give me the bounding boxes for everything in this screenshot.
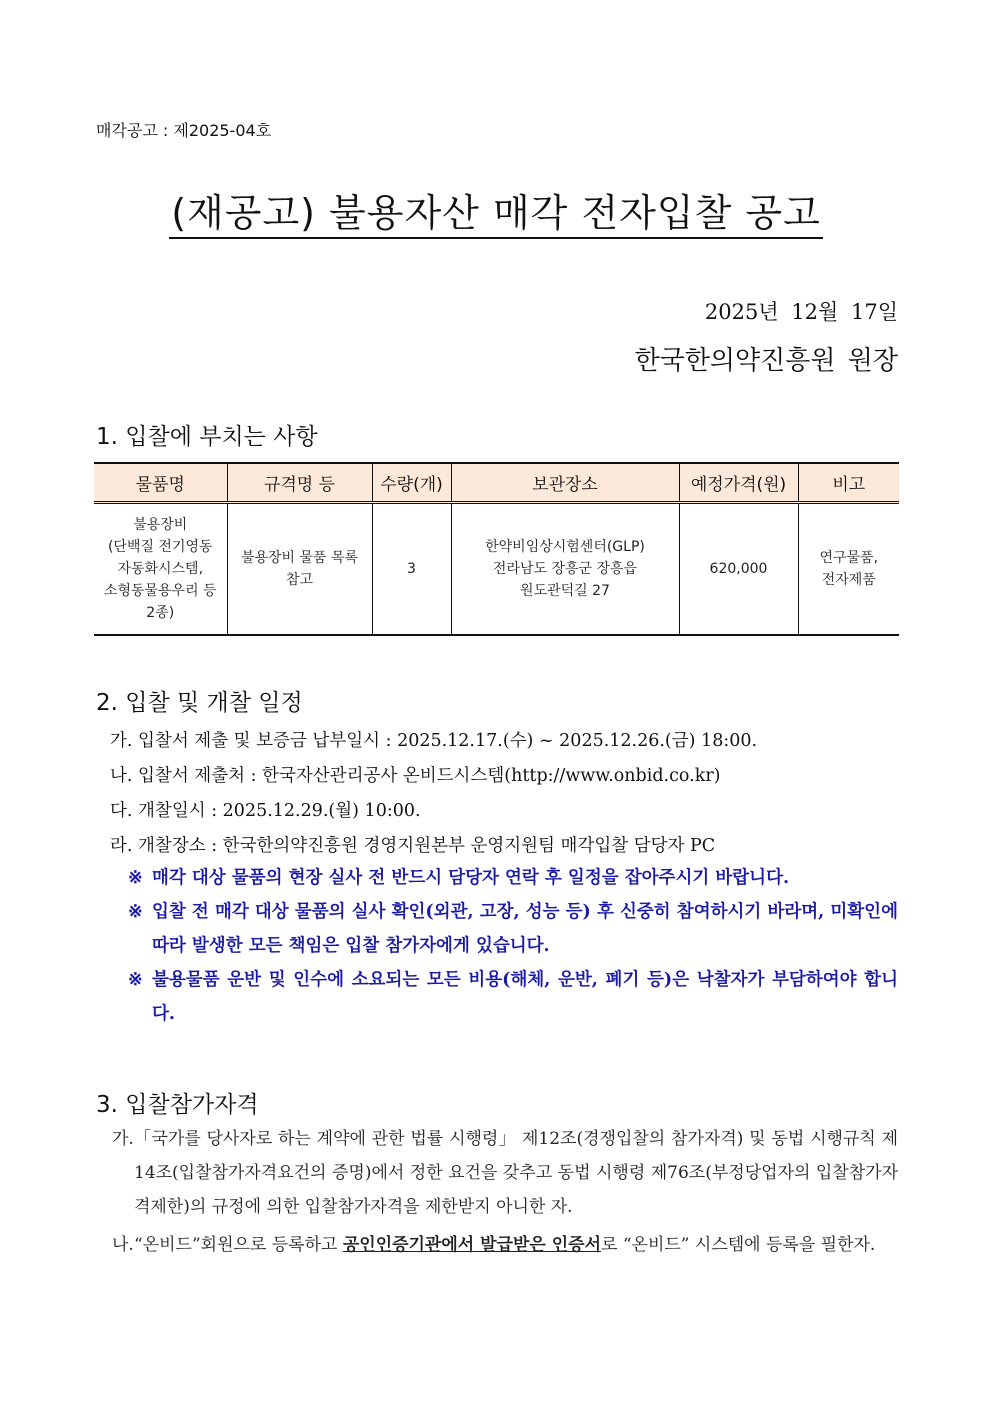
reference-mark: ※ [128,902,143,922]
item-text-suffix: 로 “온비드” 시스템에 등록을 필한자. [601,1235,876,1255]
spec-cell [227,503,372,636]
document-title-text: (재공고) 불용자산 매각 전자입찰 공고 [169,191,823,239]
certificate-emphasis: 공인인증기관에서 발급받은 인증서 [342,1235,602,1255]
items-table [94,462,899,636]
note-item [128,963,898,1031]
note-text: 매각 대상 물품의 현장 실사 전 반드시 담당자 연락 후 일정을 잡아주시기 바랍니다. [152,868,790,888]
item-name-line: 2종) [146,605,175,621]
document-title [0,182,992,237]
reference-mark: ※ [128,970,143,990]
table-header-cell: 보관장소 [451,463,679,503]
spec-line: 불용장비 물품 목록 [240,550,359,566]
issuer: 한국한의약진흥원 원장 [634,346,898,376]
item-name-line: (단백질 전기영동 [107,539,213,555]
table-header-cell: 규격명 등 [227,463,372,503]
location-line: 전라남도 장흥군 장흥읍 [492,561,638,577]
table-header-cell: 예정가격(원) [679,463,798,503]
item-name-line: 불용장비 [133,517,188,533]
table-header-row [94,463,899,503]
section-2-heading: 2. 입찰 및 개찰 일정 [96,690,303,716]
quantity-cell: 3 [372,503,451,636]
notes-block [128,861,898,1031]
qualification-item-ga [112,1122,898,1224]
remarks-line: 전자제품 [821,572,876,588]
schedule-line: 나. 입찰서 제출처 : 한국자산관리공사 온비드시스템(http://www.onbid.co.kr) [110,766,721,786]
section-1-heading: 1. 입찰에 부치는 사항 [96,424,318,450]
price-cell: 620,000 [679,503,798,636]
item-label: 가. [112,1129,134,1149]
table-header-cell: 수량(개) [372,463,451,503]
note-item [128,861,898,895]
item-name-cell [94,503,227,636]
notice-date: 2025년 12월 17일 [704,300,898,324]
location-cell [451,503,679,636]
item-label: 나. [112,1235,134,1255]
location-line: 원도관덕길 27 [520,583,610,599]
table-row [94,503,899,636]
item-text: 「국가를 당사자로 하는 계약에 관한 법률 시행령」 제12조(경쟁입찰의 참가자격) 및 동법 시행규칙 제14조(입찰참가자격요건의 증명)에서 정한 요건을 갖추고 동법 시행령 제76조(부정당업자의 입찰참가자격제한)의 규정에 의한 입찰참가자격을 제한받지 아니한 자. [134,1129,898,1217]
schedule-line: 가. 입찰서 제출 및 보증금 납부일시 : 2025.12.17.(수) ~ 2025.12.26.(금) 18:00. [110,731,758,751]
table-header-cell: 비고 [798,463,899,503]
location-line: 한약비임상시험센터(GLP) [485,539,645,555]
section-3-heading: 3. 입찰참가자격 [96,1092,259,1118]
item-text-prefix: “온비드”회원으로 등록하고 [134,1235,343,1255]
remarks-line: 연구물품, [819,550,879,566]
reference-mark: ※ [128,868,143,888]
schedule-line: 라. 개찰장소 : 한국한의약진흥원 경영지원본부 운영지원팀 매각입찰 담당자 PC [110,836,716,856]
item-text [112,1228,898,1262]
qualification-item-na [112,1228,898,1262]
schedule-line: 다. 개찰일시 : 2025.12.29.(월) 10:00. [110,801,421,821]
note-text: 입찰 전 매각 대상 물품의 실사 확인(외관, 고장, 성능 등) 후 신중히 참여하시기 바라며, 미확인에 따라 발생한 모든 책임은 입찰 참가자에게 있습니다. [152,902,898,956]
notice-number: 매각공고 : 제2025-04호 [96,121,272,140]
note-item [128,895,898,963]
table-header-cell: 물품명 [94,463,227,503]
note-text: 불용물품 운반 및 인수에 소요되는 모든 비용(해체, 운반, 폐기 등)은 낙찰자가 부담하여야 합니다. [152,970,898,1024]
item-name-line: 소형동물용우리 등 [103,583,217,599]
remarks-cell [798,503,899,636]
item-name-line: 자동화시스템, [117,561,204,577]
spec-line: 참고 [285,572,314,588]
